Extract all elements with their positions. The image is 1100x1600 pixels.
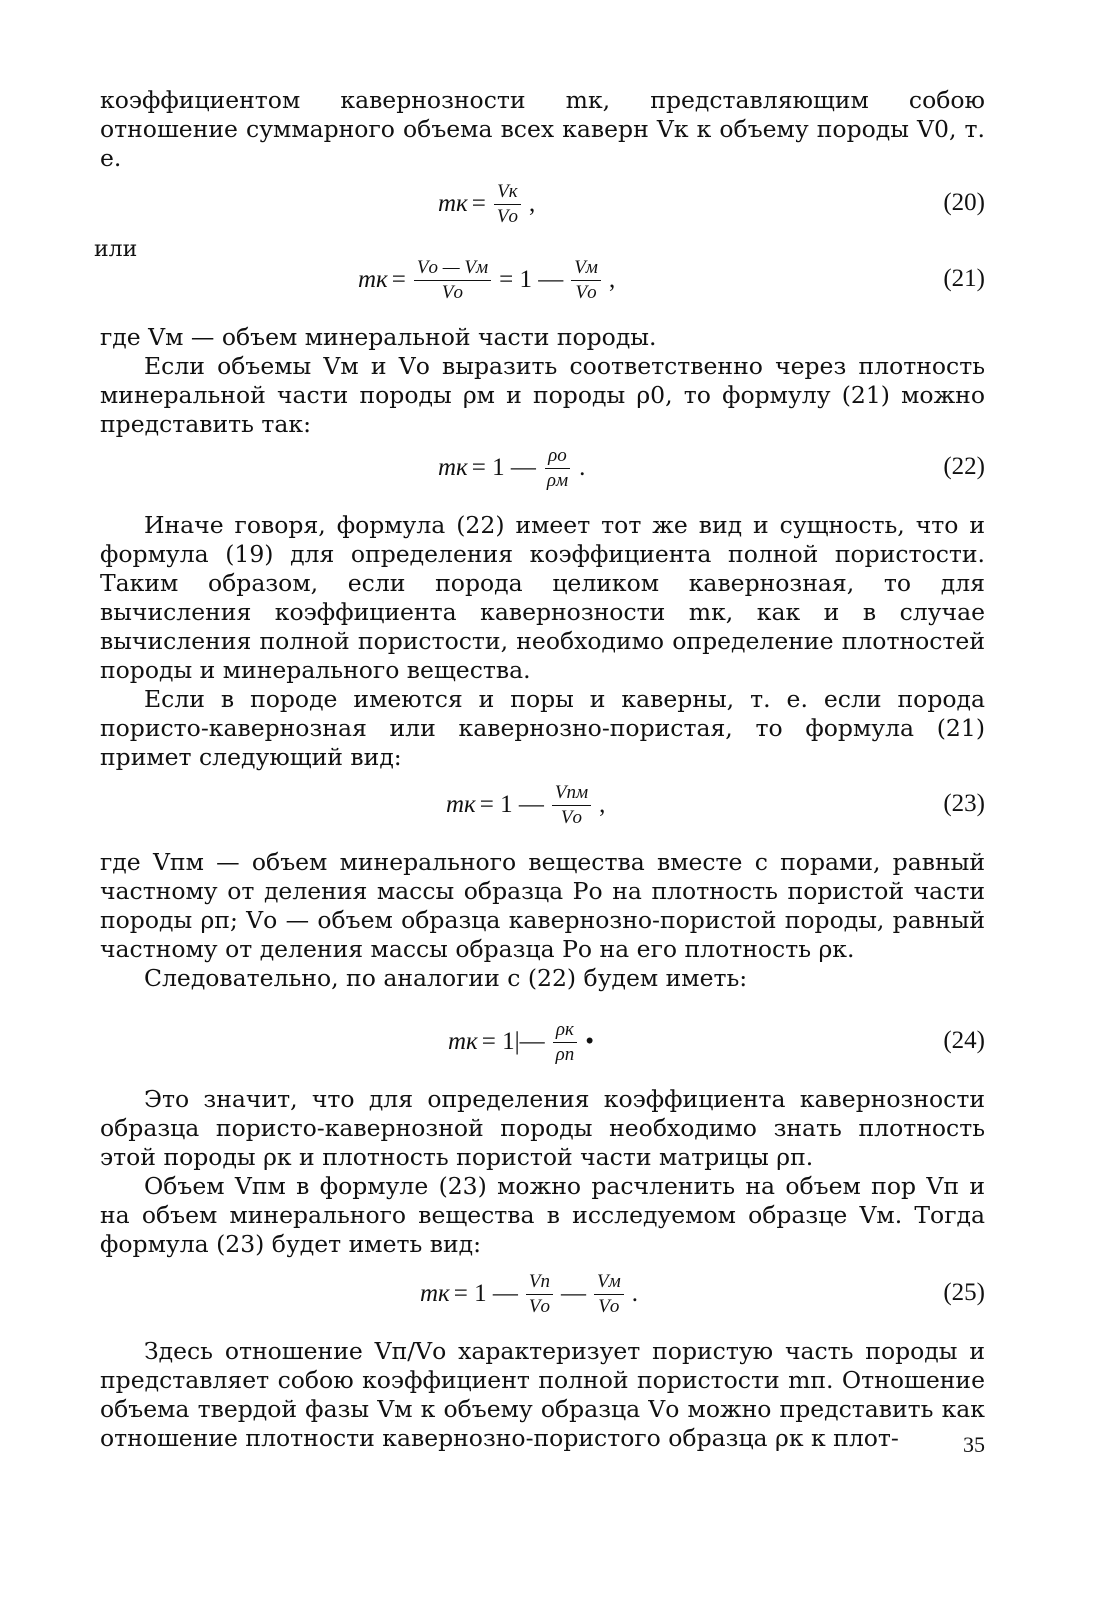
eq-tail: . [579,454,586,481]
fraction [414,257,491,304]
eq-tail: . [631,1280,638,1307]
equation-number: (22) [943,453,985,480]
fraction [552,782,591,829]
paragraph: где Vм — объем минеральной части породы. [100,323,657,351]
page-body [94,86,985,1453]
denominator: Vо [560,806,583,828]
paragraph: Это значит, что для определения коэффициента кавернозности образца пористо-кавернозной породы необходимо знать плотность этой породы ρк и плотность пористой части матрицы ρп. [100,1085,985,1171]
numerator: Vк [494,181,521,205]
fraction [571,257,601,304]
numerator: Vо — Vм [414,257,491,281]
equation-number: (25) [943,1279,985,1306]
fraction [544,445,571,492]
numerator: Vм [571,257,601,281]
equation-number: (20) [943,189,985,216]
connector-word: или [94,237,138,262]
eq-sign: = [471,190,486,217]
denominator: ρм [546,469,569,491]
paragraph: где Vпм — объем минерального вещества вместе с порами, равный частному от деления массы образца Pо на плотность пористой части породы ρп; Vо — объем образца кавернозно-пористой породы, равный частному от деления массы образца Pо на его плотность ρк. [100,848,985,963]
page-number: 35 [963,1432,985,1457]
denominator: Vо [575,281,597,303]
numerator: Vм [594,1271,624,1295]
denominator: Vо [441,281,464,303]
equation-24 [100,1013,985,1071]
eq-middle: = 1|— [481,1028,545,1055]
eq-middle: = 1 — [499,266,564,293]
paragraph: Если объемы Vм и Vо выразить соответственно через плотность минеральной части породы ρм и породы ρ0, то формулу (21) можно представить так: [100,352,985,438]
eq-tail: , [528,190,536,217]
numerator: ρо [545,445,570,469]
eq-middle: = 1 — [453,1280,518,1307]
equation-22 [100,439,985,497]
fraction [494,181,521,228]
paragraph: Здесь отношение Vп/Vо характеризует пористую часть породы и представляет собою коэффициент полной пористости mп. Отношение объема твердой фазы Vм к объему образца Vо можно представить как отношение плотности кавернозно-пористого образца ρк к плот- [100,1337,985,1452]
equation-20 [100,175,985,233]
eq-lhs: mк [448,1028,478,1055]
eq-minus: — [560,1280,586,1307]
numerator: ρк [553,1019,577,1043]
fraction [553,1019,578,1066]
equation-number: (21) [943,265,985,292]
denominator: Vо [496,205,518,227]
eq-tail: • [585,1028,594,1055]
equation-number: (24) [943,1027,985,1054]
eq-tail: , [599,791,606,818]
eq-tail: , [608,266,616,293]
denominator: Vо [598,1295,620,1317]
paragraph: коэффициентом кавернозности mк, представляющим собою отношение суммарного объема всех каверн Vк к объему породы V0, т. е. [100,86,985,172]
equation-23 [100,776,985,834]
eq-lhs: mк [438,190,468,217]
eq-lhs: mк [446,791,476,818]
eq-middle: = 1 — [471,454,536,481]
paragraph: Следовательно, по аналогии с (22) будем иметь: [144,964,748,992]
equation-25 [100,1265,985,1323]
eq-middle: = 1 — [479,791,544,818]
denominator: Vо [528,1295,550,1317]
paragraph: Если в породе имеются и поры и каверны, т. е. если порода пористо-кавернозная или кавернозно-пористая, то формула (21) примет следующий вид: [100,685,985,771]
equation-21 [100,251,985,309]
eq-lhs: mк [438,454,468,481]
fraction [594,1271,624,1318]
paragraph: Объем Vпм в формуле (23) можно расчленить на объем пор Vп и на объем минерального вещества в исследуемом образце Vм. Тогда формула (23) будет иметь вид: [100,1172,985,1258]
denominator: ρп [555,1043,575,1065]
paragraph: Иначе говоря, формула (22) имеет тот же вид и сущность, что и формула (19) для определения коэффициента полной пористости. Таким образом, если порода целиком кавернозная, то для вычисления коэффициента кавернозности mк, как и в случае вычисления полной пористости, необходимо определение плотностей породы и минерального вещества. [100,511,985,684]
eq-lhs: mк [420,1280,450,1307]
eq-sign: = [391,266,406,293]
fraction [526,1271,553,1318]
equation-number: (23) [943,790,985,817]
numerator: Vпм [552,782,591,806]
eq-lhs: mк [358,266,388,293]
numerator: Vп [526,1271,553,1295]
